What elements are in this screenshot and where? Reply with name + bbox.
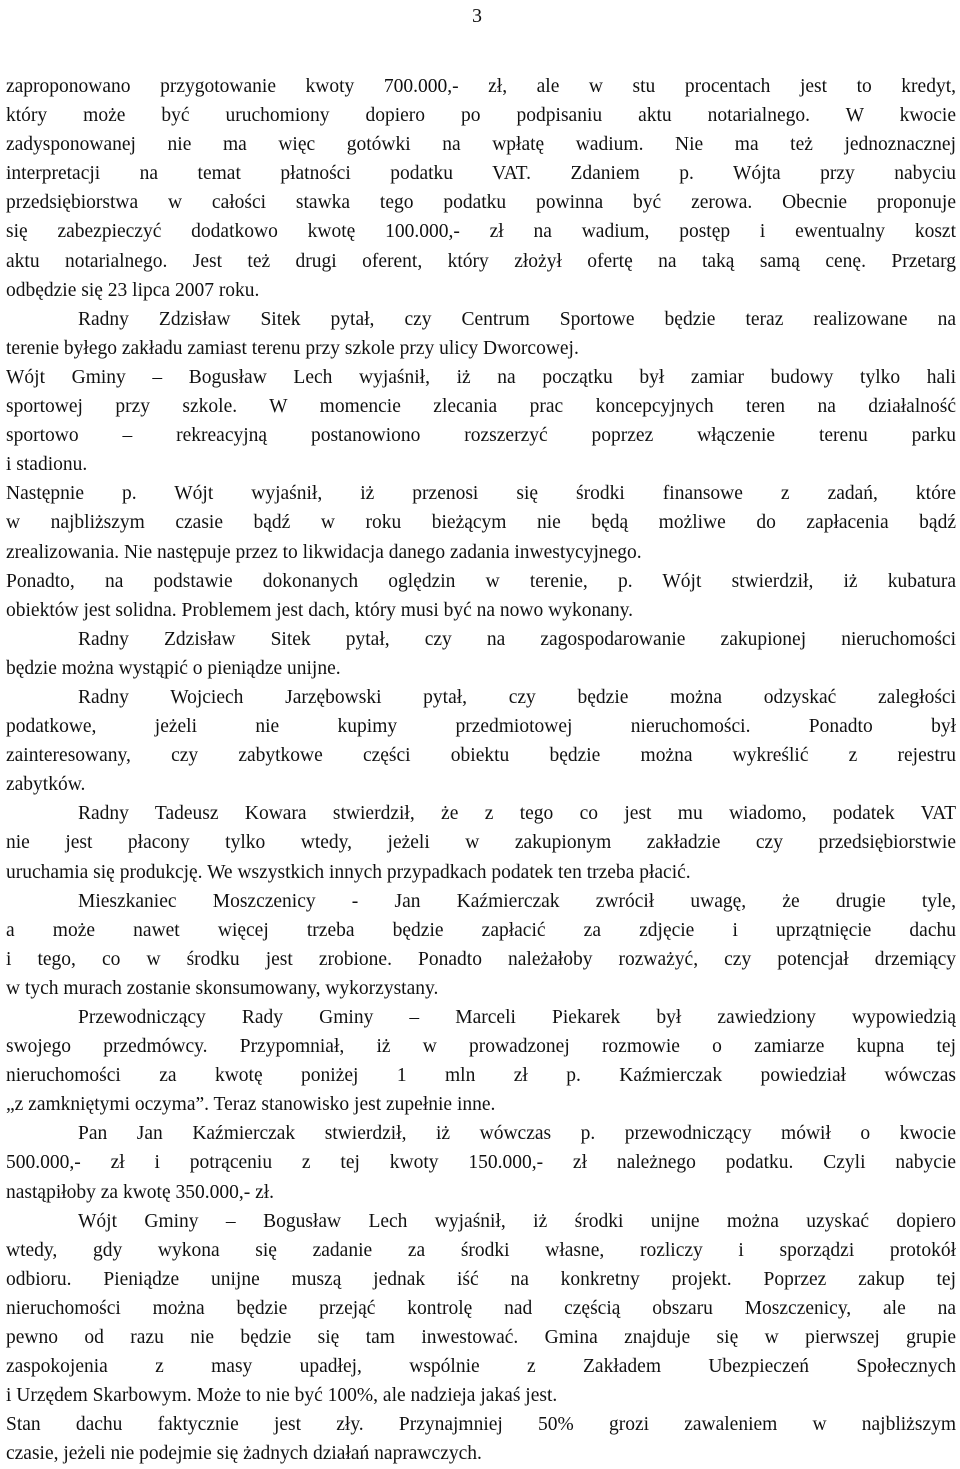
text-line: zainteresowany, czy zabytkowe części obiektu będzie można wykreślić z rejestru	[6, 745, 956, 767]
text-line: Przewodniczący Rady Gminy – Marceli Piekarek był zawiedziony wypowiedzią	[78, 1007, 956, 1028]
text-line: w tych murach zostanie skonsumowany, wykorzystany.	[6, 977, 439, 999]
text-line: Stan dachu faktycznie jest zły. Przynajmniej 50% grozi zawaleniem w najbliższym	[6, 1414, 956, 1436]
text-line: wtedy, gdy wykona się zadanie za środki własne, rozliczy i sporządzi protokół	[6, 1239, 956, 1261]
text-line: swojego przedmówcy. Przypomniał, iż w prowadzonej rozmowie o zamiarze kupna tej	[6, 1036, 956, 1058]
text-line: Radny Tadeusz Kowara stwierdził, że z tego co jest mu wiadomo, podatek VAT	[78, 803, 956, 825]
text-line: i tego, co w środku jest zrobione. Ponadto należałoby rozważyć, czy potencjał drzemiący	[6, 948, 956, 970]
text-line: „z zamkniętymi oczyma”. Teraz stanowisko jest zupełnie inne.	[6, 1094, 496, 1116]
text-line: odbędzie się 23 lipca 2007 roku.	[6, 279, 260, 301]
text-line: Mieszkaniec Moszczenicy - Jan Kaźmierczak zwrócił uwagę, że drugie tyle,	[78, 890, 956, 912]
text-line: sportowej przy szkole. W momencie zlecania prac koncepcyjnych teren na działalność	[6, 396, 956, 418]
text-line: odbioru. Pieniądze unijne muszą jednak iść na konkretny projekt. Poprzez zakup tej	[6, 1268, 956, 1290]
text-line: i Urzędem Skarbowym. Może to nie być 100%, ale nadzieja jakaś jest.	[6, 1385, 558, 1407]
text-line: nie jest płacony tylko wtedy, jeżeli w zakupionym zakładzie czy przedsiębiorstwie	[6, 832, 956, 854]
text-line: przedsiębiorstwa w całości stawka tego podatku powinna być zerowa. Obecnie proponuje	[6, 192, 956, 214]
text-line: zaspokojenia z masy upadłej, wspólnie z Zakładem Ubezpieczeń Społecznych	[6, 1356, 956, 1378]
text-line: w najbliższym czasie bądź w roku bieżącym nie będą możliwe do zapłacenia bądź	[6, 512, 956, 534]
text-line: Wójt Gminy – Bogusław Lech wyjaśnił, iż środki unijne można uzyskać dopiero	[78, 1210, 956, 1232]
text-line: będzie można wystąpić o pieniądze unijne.	[6, 657, 341, 679]
text-line: pewno od razu nie będzie się tam inwestować. Gmina znajduje się w pierwszej grupie	[6, 1327, 956, 1349]
text-line: podatkowe, jeżeli nie kupimy przedmiotowej nieruchomości. Ponadto był	[6, 716, 956, 738]
text-line: 500.000,- zł i potrąceniu z tej kwoty 150.000,- zł należnego podatku. Czyli nabycie	[6, 1152, 956, 1174]
document-body	[6, 72, 956, 1469]
text-line: Pan Jan Kaźmierczak stwierdził, iż wówczas p. przewodniczący mówił o kwocie	[78, 1123, 956, 1145]
text-line: Ponadto, na podstawie dokonanych oględzin w terenie, p. Wójt stwierdził, iż kubatura	[6, 570, 956, 592]
text-line: Wójt Gminy – Bogusław Lech wyjaśnił, iż na początku był zamiar budowy tylko hali	[6, 366, 956, 388]
text-line: i stadionu.	[6, 454, 88, 476]
text-line: interpretacji na temat płatności podatku VAT. Zdaniem p. Wójta przy nabyciu	[6, 163, 956, 185]
page-number: 3	[472, 5, 482, 27]
text-line: nieruchomości za kwotę poniżej 1 mln zł p. Kaźmierczak powiedział wówczas	[6, 1065, 956, 1087]
text-line: terenie byłego zakładu zamiast terenu przy szkole przy ulicy Dworcowej.	[6, 337, 579, 359]
text-line: obiektów jest solidna. Problemem jest dach, który musi być na nowo wykonany.	[6, 599, 633, 621]
text-line: Radny Zdzisław Sitek pytał, czy Centrum Sportowe będzie teraz realizowane na	[78, 308, 956, 330]
text-line: Radny Zdzisław Sitek pytał, czy na zagospodarowanie zakupionej nieruchomości	[78, 628, 956, 650]
text-line: Następnie p. Wójt wyjaśnił, iż przenosi się środki finansowe z zadań, które	[6, 483, 956, 505]
text-line: sportowo – rekreacyjną postanowiono rozszerzyć poprzez włączenie terenu parku	[6, 425, 956, 447]
text-line: uruchamia się produkcję. We wszystkich innych przypadkach podatek ten trzeba płacić.	[6, 861, 691, 883]
text-line: nieruchomości można będzie przejąć kontrolę nad częścią obszaru Moszczenicy, ale na	[6, 1297, 956, 1319]
text-line: się zabezpieczyć dodatkowo kwotę 100.000,- zł na wadium, postęp i ewentualny koszt	[6, 221, 956, 243]
text-line: aktu notarialnego. Jest też drugi oferent, który złożył ofertę na taką samą cenę. Przetarg	[6, 250, 956, 272]
text-line: Radny Wojciech Jarzębowski pytał, czy będzie można odzyskać zaległości	[78, 686, 956, 708]
text-line: zadysponowanej nie ma więc gotówki na wpłatę wadium. Nie ma też jednoznacznej	[6, 134, 956, 156]
text-line: zrealizowania. Nie następuje przez to likwidacja danego zadania inwestycyjnego.	[6, 541, 642, 563]
text-line: zaproponowano przygotowanie kwoty 700.000,- zł, ale w stu procentach jest to kredyt,	[6, 76, 956, 97]
text-line: który może być uruchomiony dopiero po podpisaniu aktu notarialnego. W kwocie	[6, 105, 956, 127]
text-line: zabytków.	[6, 774, 86, 796]
text-line: czasie, jeżeli nie podejmie się żadnych działań naprawczych.	[6, 1443, 482, 1465]
text-line: a może nawet więcej trzeba będzie zapłacić za zdjęcie i uprzątnięcie dachu	[6, 919, 956, 941]
text-line: nastąpiłoby za kwotę 350.000,- zł.	[6, 1181, 275, 1203]
